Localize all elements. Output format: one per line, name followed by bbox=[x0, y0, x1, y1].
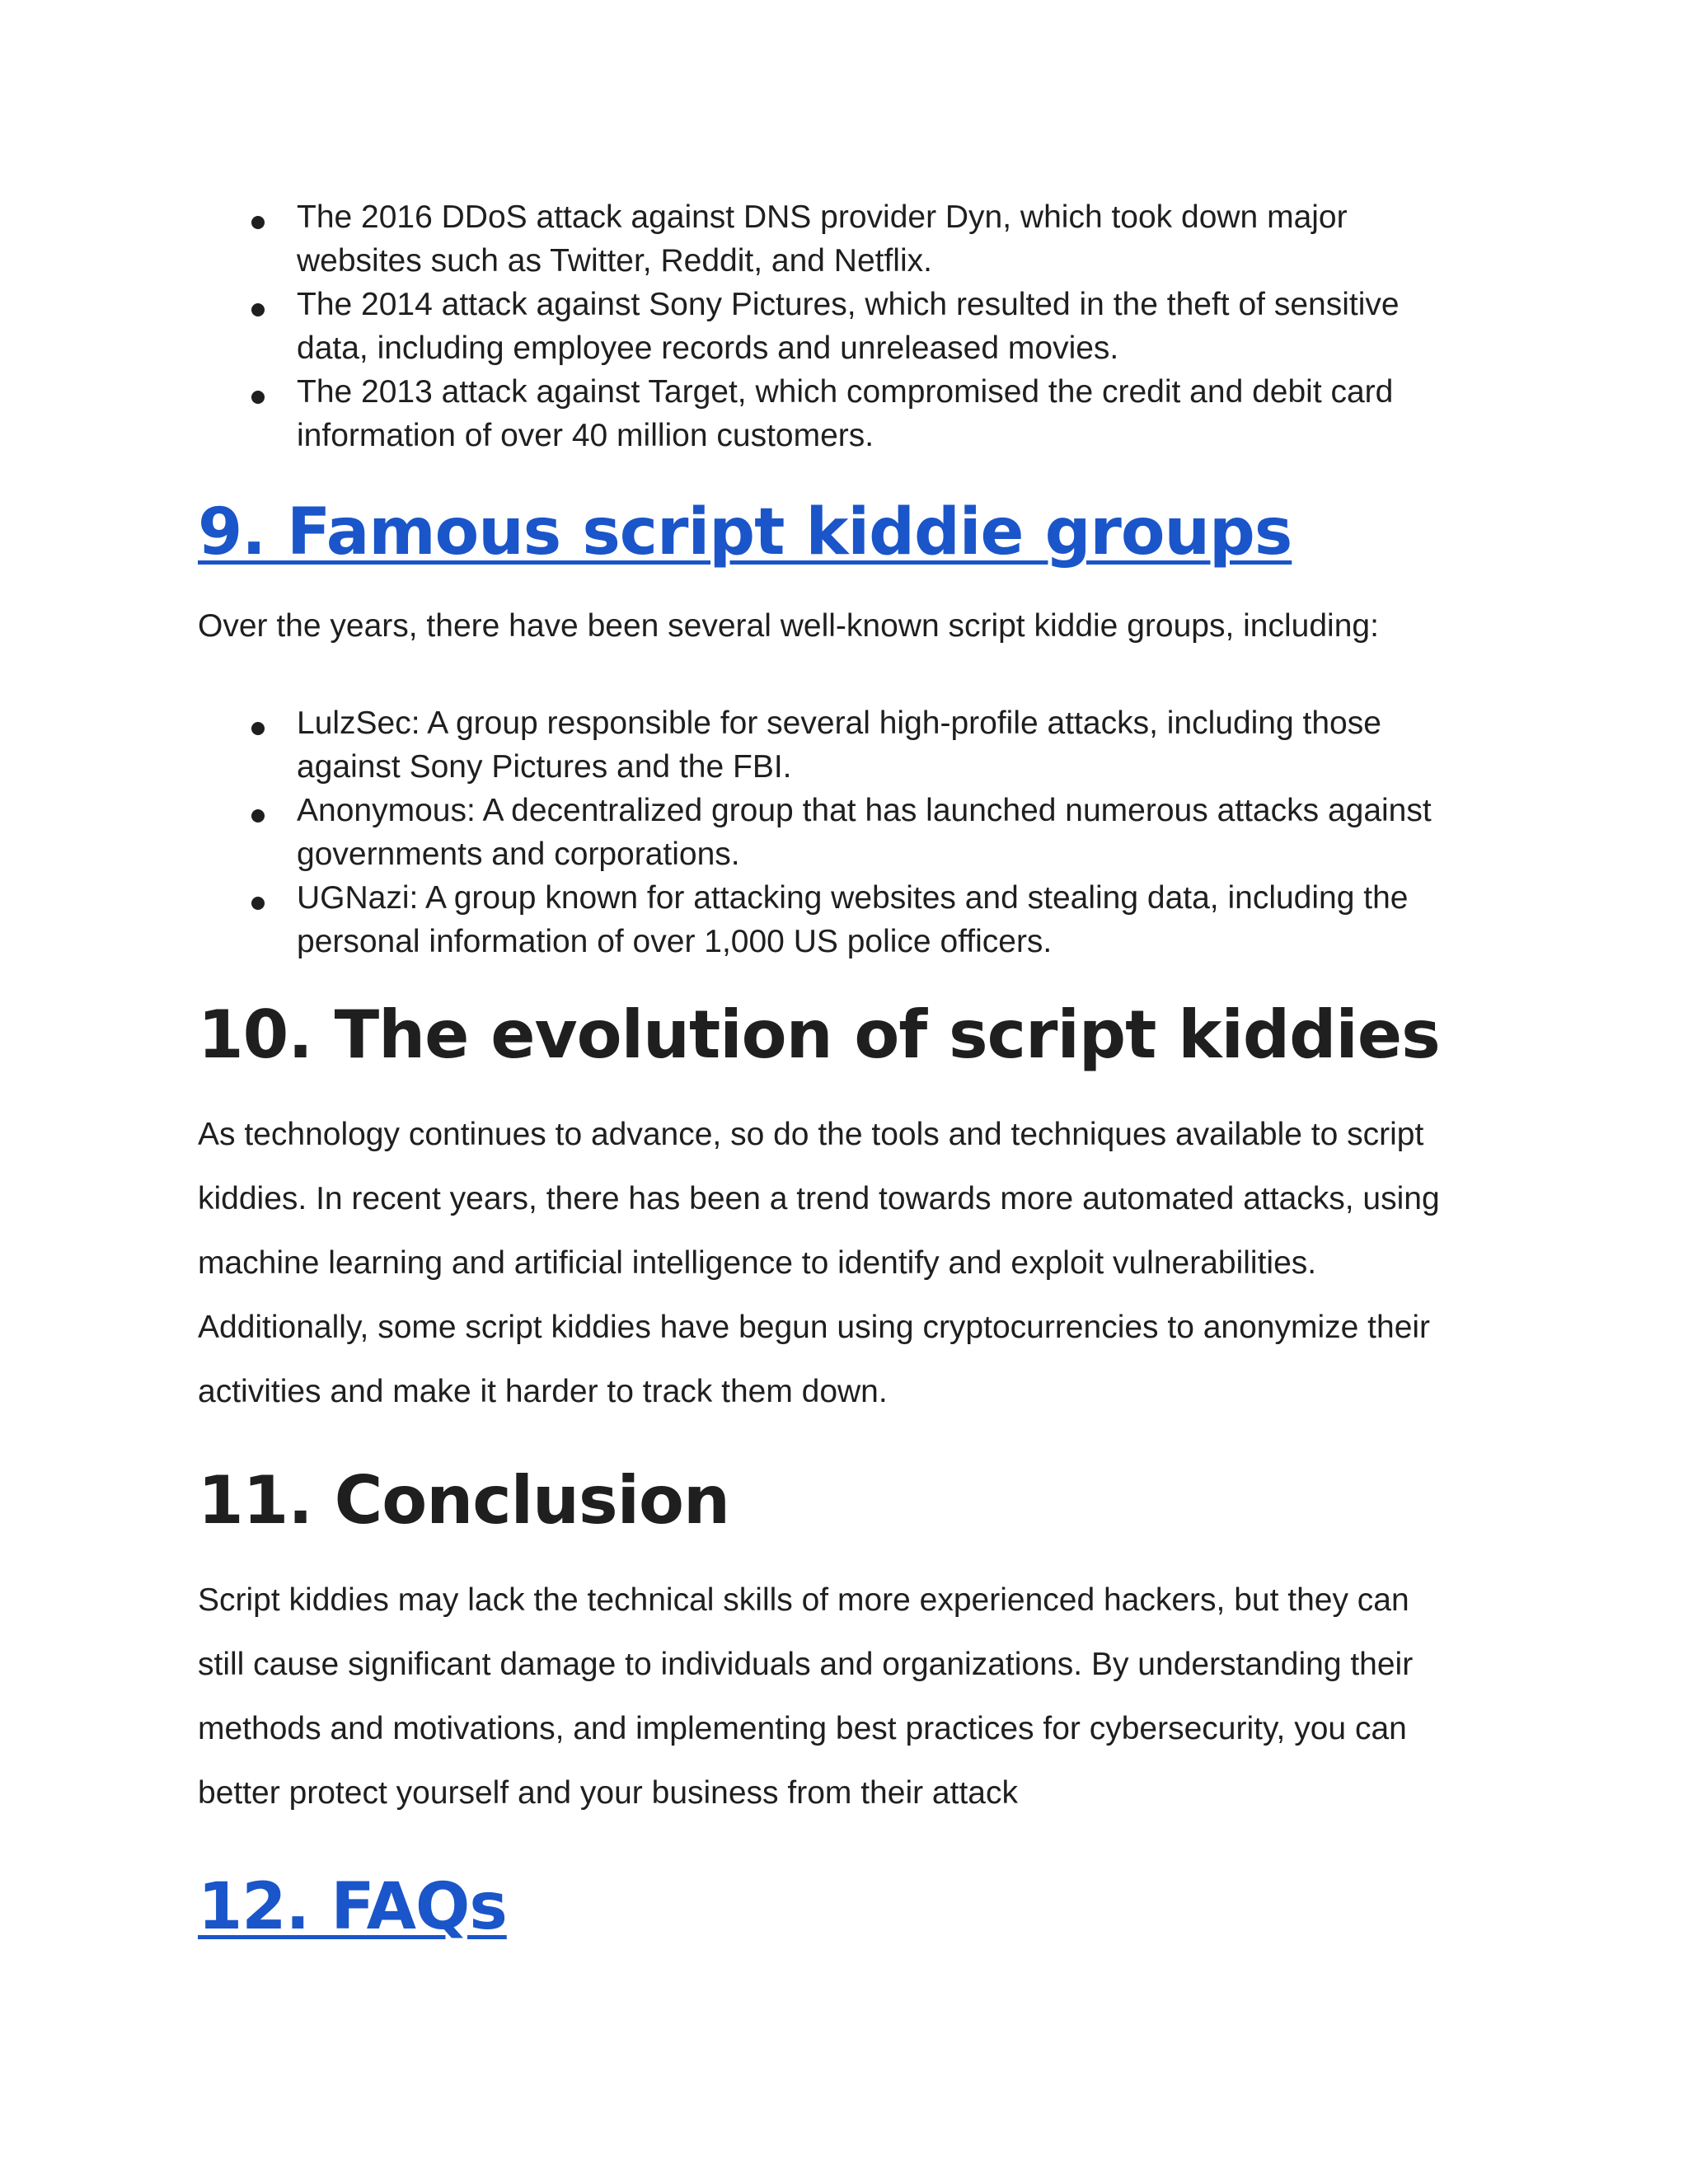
paragraph-line: Script kiddies may lack the technical skills of more experienced hackers, but they can bbox=[198, 1582, 1409, 1618]
bullet-dot-icon bbox=[251, 216, 265, 229]
paragraph-line: still cause significant damage to individuals and organizations. By understanding their bbox=[198, 1647, 1414, 1682]
list-item bbox=[198, 701, 1500, 789]
list-item-line: UGNazi: A group known for attacking websites and stealing data, including the bbox=[297, 880, 1409, 916]
list-item-line: websites such as Twitter, Reddit, and Netflix. bbox=[297, 243, 932, 279]
section-11-heading: 11. Conclusion bbox=[198, 1462, 729, 1539]
list-item bbox=[198, 789, 1500, 876]
section-9-heading[interactable]: 9. Famous script kiddie groups bbox=[198, 495, 1292, 569]
section-12-heading[interactable]: 12. FAQs bbox=[198, 1870, 507, 1944]
list-item-line: data, including employee records and unreleased movies. bbox=[297, 330, 1119, 366]
section-11-paragraph bbox=[198, 1568, 1413, 1825]
section-9-intro: Over the years, there have been several well-known script kiddie groups, including: bbox=[198, 608, 1379, 644]
paragraph-line: methods and motivations, and implementing best practices for cybersecurity, you can bbox=[198, 1711, 1407, 1746]
bullet-dot-icon bbox=[251, 809, 265, 823]
paragraph-line: better protect yourself and your business from their attack bbox=[198, 1775, 1018, 1811]
paragraph-line: kiddies. In recent years, there has been a trend towards more automated attacks, using bbox=[198, 1181, 1440, 1216]
list-item-line: against Sony Pictures and the FBI. bbox=[297, 749, 792, 785]
list-item bbox=[198, 283, 1500, 370]
section-10-paragraph bbox=[198, 1103, 1440, 1424]
paragraph-line: As technology continues to advance, so do the tools and techniques available to script bbox=[198, 1117, 1424, 1152]
list-item-line: The 2016 DDoS attack against DNS provider Dyn, which took down major bbox=[297, 199, 1348, 235]
bullet-dot-icon bbox=[251, 391, 265, 404]
bullet-dot-icon bbox=[251, 897, 265, 910]
list-item-line: information of over 40 million customers. bbox=[297, 418, 874, 453]
bullet-dot-icon bbox=[251, 722, 265, 735]
list-item-line: The 2014 attack against Sony Pictures, which resulted in the theft of sensitive bbox=[297, 287, 1400, 322]
list-item-line: personal information of over 1,000 US police officers. bbox=[297, 924, 1053, 959]
paragraph-line: Additionally, some script kiddies have begun using cryptocurrencies to anonymize their bbox=[198, 1310, 1431, 1345]
paragraph-line: activities and make it harder to track them down. bbox=[198, 1374, 888, 1409]
list-item bbox=[198, 195, 1500, 283]
list-item-line: LulzSec: A group responsible for several high-profile attacks, including those bbox=[297, 705, 1381, 741]
attack-examples-list bbox=[198, 195, 1500, 457]
bullet-dot-icon bbox=[251, 303, 265, 316]
script-kiddie-groups-list bbox=[198, 701, 1500, 963]
section-10-heading: 10. The evolution of script kiddies bbox=[198, 996, 1440, 1073]
list-item bbox=[198, 876, 1500, 963]
list-item bbox=[198, 370, 1500, 457]
list-item-line: Anonymous: A decentralized group that has launched numerous attacks against bbox=[297, 793, 1432, 828]
list-item-line: governments and corporations. bbox=[297, 837, 740, 872]
paragraph-line: machine learning and artificial intelligence to identify and exploit vulnerabilities. bbox=[198, 1245, 1317, 1281]
list-item-line: The 2013 attack against Target, which compromised the credit and debit card bbox=[297, 374, 1394, 410]
